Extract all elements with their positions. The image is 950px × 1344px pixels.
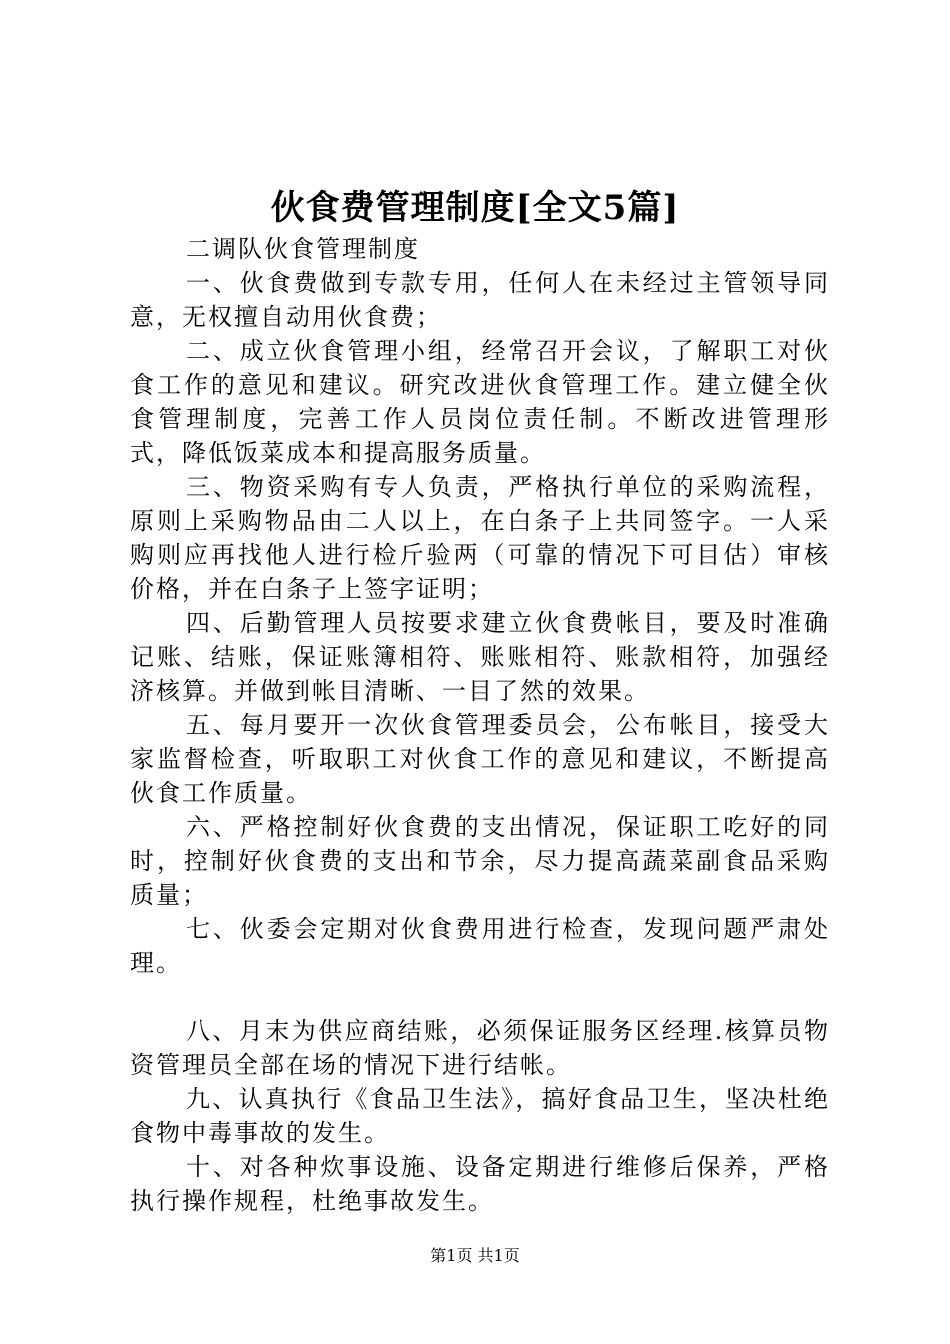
paragraph-4: 四、后勤管理人员按要求建立伙食费帐目，要及时准确记账、结账，保证账簿相符、账账相符、账款相符，加强经济核算。并做到帐目清晰、一目了然的效果。 bbox=[130, 609, 830, 705]
paragraph-9: 九、认真执行《食品卫生法》，搞好食品卫生，坚决杜绝食物中毒事故的发生。 bbox=[130, 1085, 830, 1147]
paragraph-5: 五、每月要开一次伙食管理委员会，公布帐目，接受大家监督检查，听取职工对伙食工作的意见和建议，不断提高伙食工作质量。 bbox=[130, 711, 830, 807]
section-heading: 二调队伙食管理制度 bbox=[186, 235, 420, 263]
paragraph-10: 十、对各种炊事设施、设备定期进行维修后保养，严格执行操作规程，杜绝事故发生。 bbox=[130, 1153, 830, 1215]
paragraph-7: 七、伙委会定期对伙食费用进行检查，发现问题严肃处理。 bbox=[130, 915, 830, 977]
document-body bbox=[130, 232, 830, 1218]
document-title: 伙食费管理制度[全文5篇] bbox=[270, 188, 680, 228]
paragraph-2: 二、成立伙食管理小组，经常召开会议，了解职工对伙食工作的意见和建议。研究改进伙食管理工作。建立健全伙食管理制度，完善工作人员岗位责任制。不断改进管理形式，降低饭菜成本和提高服务质量。 bbox=[130, 337, 830, 467]
paragraph-8: 八、月末为供应商结账，必须保证服务区经理.核算员物资管理员全部在场的情况下进行结帐。 bbox=[130, 1017, 830, 1079]
page-footer: 第1页 共1页 bbox=[430, 1246, 520, 1265]
paragraph-6: 六、严格控制好伙食费的支出情况，保证职工吃好的同时，控制好伙食费的支出和节余，尽力提高蔬菜副食品采购质量； bbox=[130, 813, 830, 909]
paragraph-1: 一、伙食费做到专款专用，任何人在未经过主管领导同意，无权擅自动用伙食费； bbox=[130, 269, 830, 331]
paragraph-3: 三、物资采购有专人负责，严格执行单位的采购流程，原则上采购物品由二人以上，在白条子上共同签字。一人采购则应再找他人进行检斤验两（可靠的情况下可目估）审核价格，并在白条子上签字证明； bbox=[130, 473, 830, 603]
